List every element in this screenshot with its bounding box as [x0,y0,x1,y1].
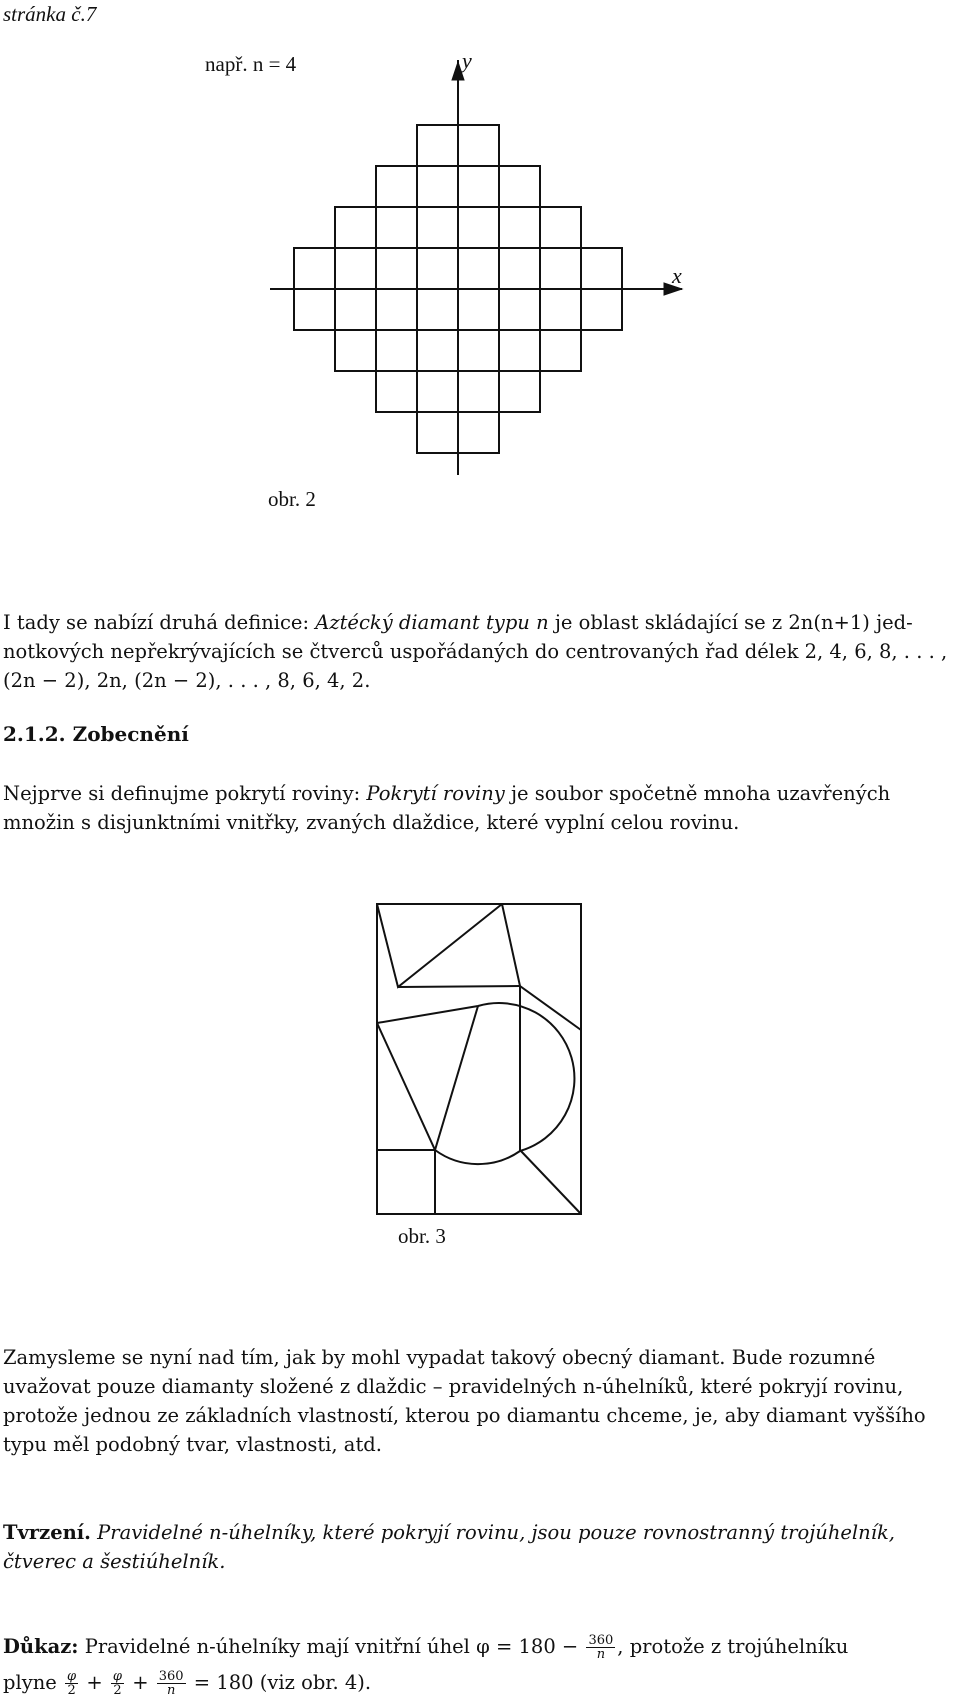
diamond-cell [540,330,581,371]
fraction-denominator: n [166,1683,176,1698]
coverage-paragraph [3,779,958,837]
fraction-numerator: φ [67,1669,77,1684]
tile-edge-bottom-right [520,1150,581,1214]
discussion-paragraph [3,1343,958,1459]
diamond-cell [540,289,581,330]
plus-sign-second: + [126,1671,155,1694]
proof-line1-b: , protože z trojúhelníku [617,1635,849,1658]
diamond-cell [376,371,417,412]
diamond-cell [499,330,540,371]
diamond-cell [499,289,540,330]
claim-line-1 [3,1518,958,1547]
diamond-cell [335,248,376,289]
diamond-cell [376,248,417,289]
diamond-cell [376,289,417,330]
diamond-cell [294,248,335,289]
plane-tiling-figure [0,880,960,1300]
tile-edge-middle [398,986,520,987]
figure2-x-label: x [672,263,682,288]
fraction-360-over-n [586,1634,615,1661]
coverage-suffix: je soubor spočetně mnoha uzavřených [504,782,891,805]
diamond-cell [417,289,458,330]
figure2-caption: obr. 2 [268,487,316,511]
claim-line-2: čtverec a šestiúhelník. [3,1550,226,1573]
coverage-term: Pokrytí roviny [366,782,505,805]
diamond-cell [376,166,417,207]
tile-top-right-quad [502,904,581,1030]
diamond-cell [458,371,499,412]
diamond-cell [335,289,376,330]
definition-prefix: I tady se nabízí druhá definice: [3,611,316,634]
fraction-denominator: 2 [67,1683,76,1698]
fraction-phi-over-2 [65,1670,78,1697]
diamond-cell [458,289,499,330]
fraction-numerator: 360 [158,1669,184,1684]
discussion-line-1: Zamysleme se nyní nad tím, jak by mohl vypadat takový obecný diamant. Bude rozumné [3,1346,876,1369]
diamond-cell [458,248,499,289]
diamond-cell [540,207,581,248]
diamond-cell [499,248,540,289]
tile-arc-lower [435,1150,520,1164]
tiling-frame [377,904,581,1214]
fraction-numerator: 360 [588,1633,614,1648]
definition-term: Aztécký diamant typu n [315,611,549,634]
proof-line2-b: = 180 (viz obr. 4). [187,1671,372,1694]
proof-line1-a: Pravidelné n-úhelníky mají vnitřní úhel φ = 180 − [78,1635,585,1658]
definition-line-2: notkových nepřekrývajících se čtverců uspořádaných do centrovaných řad délek 2, 4, 6, 8, . . . , [3,640,948,663]
diamond-cell [294,289,335,330]
diamond-cell [458,412,499,453]
diamond-cell [499,166,540,207]
diamond-cell [458,125,499,166]
claim-block [3,1518,958,1576]
proof-label: Důkaz: [3,1635,79,1658]
figure3-caption: obr. 3 [398,1224,446,1248]
diamond-cell [499,207,540,248]
figure2-y-label: y [462,48,472,73]
fraction-denominator: 2 [113,1683,122,1698]
diamond-cell [499,371,540,412]
discussion-line-4: typu měl podobný tvar, vlastnosti, atd. [3,1433,382,1456]
tile-edge-left-middle [377,1006,478,1023]
coverage-line-2: množin s disjunktními vnitřky, zvaných dlaždice, které vyplní celou rovinu. [3,811,740,834]
diamond-cell [335,207,376,248]
claim-text-1: Pravidelné n-úhelníky, které pokryjí rovinu, jsou pouze rovnostranný trojúhelník, [90,1521,895,1544]
tile-arc-upper [478,1003,574,1151]
page-label: stránka č.7 [3,2,97,26]
diamond-cell [376,330,417,371]
figure2-example-label: např. n = 4 [205,52,297,76]
diamond-cell [417,125,458,166]
diamond-cell [581,289,622,330]
proof-line-1 [3,1632,958,1668]
diamond-cell [417,412,458,453]
diamond-cell [581,248,622,289]
section-number: 2.1.2. [3,722,66,746]
plus-sign: + [80,1671,109,1694]
diamond-cell [417,371,458,412]
diamond-cell [458,330,499,371]
diamond-cells [294,125,622,453]
claim-label: Tvrzení. [3,1521,91,1544]
definition-paragraph [3,608,958,695]
diamond-cell [458,207,499,248]
fraction-denominator: n [596,1647,606,1662]
discussion-line-3: protože jednou ze základních vlastností, kterou po diamantu chceme, je, aby diamant vyššího [3,1404,926,1427]
section-heading [3,722,189,746]
definition-suffix: je oblast skládající se z 2n(n+1) jed- [548,611,913,634]
diamond-cell [376,207,417,248]
section-title: Zobecnění [72,722,189,746]
diamond-cell [335,330,376,371]
fraction-360-over-n-second [157,1670,186,1697]
fraction-phi-over-2-second [111,1670,124,1697]
diamond-cell [458,166,499,207]
proof-line-2 [3,1668,958,1697]
proof-line2-a: plyne [3,1671,64,1694]
diamond-cell [540,248,581,289]
tile-triangle-center [377,1006,478,1150]
coverage-prefix: Nejprve si definujme pokrytí roviny: [3,782,367,805]
coverage-line-1 [3,779,958,808]
definition-line-1 [3,608,958,637]
proof-block [3,1632,958,1697]
diamond-cell [417,207,458,248]
diamond-cell [417,330,458,371]
discussion-line-2: uvažovat pouze diamanty složené z dlaždic – pravidelných n-úhelníků, které pokryjí rovinu, [3,1375,904,1398]
fraction-numerator: φ [112,1669,123,1684]
tile-top-left-triangle [377,904,502,987]
diamond-cell [417,248,458,289]
diamond-cell [417,166,458,207]
aztec-diamond-figure [0,0,960,500]
definition-line-3: (2n − 2), 2n, (2n − 2), . . . , 8, 6, 4, 2. [3,669,371,692]
